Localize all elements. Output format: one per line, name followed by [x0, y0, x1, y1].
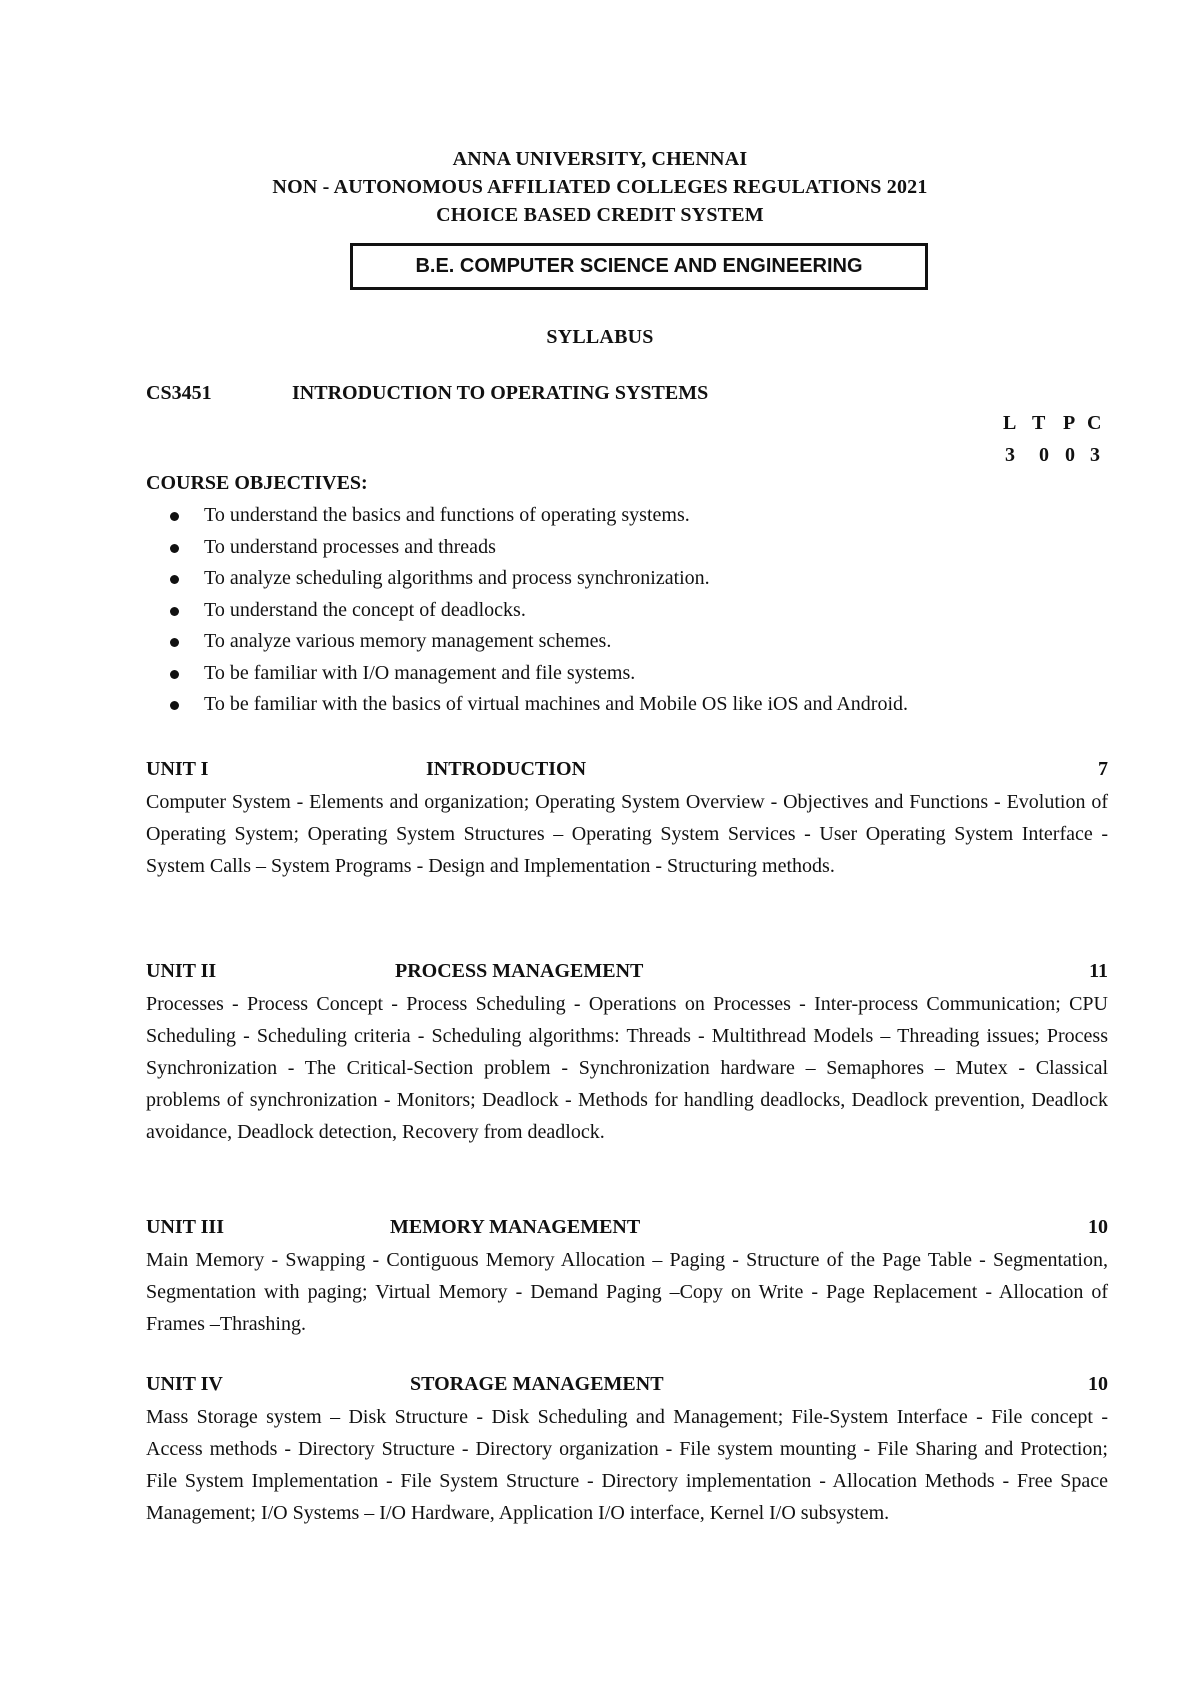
bullet-icon — [170, 638, 179, 647]
ltpc-label-p: P — [1063, 412, 1076, 434]
ltpc-value-c: 3 — [1090, 444, 1100, 466]
ltpc-value-p: 0 — [1065, 444, 1075, 466]
ltpc-value-t: 0 — [1039, 444, 1049, 466]
course-title: INTRODUCTION TO OPERATING SYSTEMS — [292, 382, 709, 404]
ltpc-label-l: L — [1003, 412, 1017, 434]
credit-system-title: CHOICE BASED CREDIT SYSTEM — [436, 204, 764, 226]
objectives-list — [148, 500, 1108, 721]
unit-number: UNIT IV — [146, 1373, 223, 1395]
unit-3-header — [146, 1216, 1108, 1244]
unit-hours: 7 — [1098, 758, 1108, 780]
unit-number: UNIT III — [146, 1216, 224, 1238]
unit-hours: 10 — [1088, 1216, 1108, 1238]
objective-item: To analyze scheduling algorithms and process synchronization. — [148, 563, 1108, 595]
unit-2-content: Processes - Process Concept - Process Scheduling - Operations on Processes - Inter-process Communication; CPU Scheduling - Scheduling criteria - Scheduling algorithms: Threads - Multithread Models – Threading issues; Process Synchronization - The Critical-Section problem - Synchronization hardware – Semaphores – Mutex - Classical problems of synchronization - Monitors; Deadlock - Methods for handling deadlocks, Deadlock prevention, Deadlock avoidance, Deadlock detection, Recovery from deadlock. — [146, 993, 1108, 1143]
bullet-icon — [170, 512, 179, 521]
unit-title: PROCESS MANAGEMENT — [395, 960, 644, 982]
unit-4-content: Mass Storage system – Disk Structure - Disk Scheduling and Management; File-System Interface - File concept - Access methods - Directory Structure - Directory organization - File system mounting - File Sharing and Protection; File System Implementation - File System Structure - Directory implementation - Allocation Methods - Free Space Management; I/O Systems – I/O Hardware, Application I/O interface, Kernel I/O subsystem. — [146, 1406, 1108, 1524]
unit-hours: 10 — [1088, 1373, 1108, 1395]
course-code: CS3451 — [146, 382, 212, 404]
university-name: ANNA UNIVERSITY, CHENNAI — [452, 148, 748, 170]
bullet-icon — [170, 670, 179, 679]
unit-1-content: Computer System - Elements and organization; Operating System Overview - Objectives and Functions - Evolution of Operating System; Operating System Structures – Operating System Services - User Operating System Interface - System Calls – System Programs - Design and Implementation - Structuring methods. — [146, 791, 1108, 877]
ltpc-value-l: 3 — [1005, 444, 1015, 466]
objective-item: To understand the concept of deadlocks. — [148, 595, 1108, 627]
unit-1-header — [146, 758, 1108, 786]
bullet-icon — [170, 701, 179, 710]
objective-item: To analyze various memory management schemes. — [148, 626, 1108, 658]
regulations-title: NON - AUTONOMOUS AFFILIATED COLLEGES REGULATIONS 2021 — [272, 176, 928, 198]
bullet-icon — [170, 607, 179, 616]
objective-item: To be familiar with I/O management and file systems. — [148, 658, 1108, 690]
objective-item: To be familiar with the basics of virtual machines and Mobile OS like iOS and Android. — [148, 689, 1108, 721]
unit-number: UNIT I — [146, 758, 209, 780]
unit-title: MEMORY MANAGEMENT — [390, 1216, 641, 1238]
unit-title: STORAGE MANAGEMENT — [410, 1373, 664, 1395]
unit-2-header — [146, 960, 1108, 988]
programme-box: B.E. COMPUTER SCIENCE AND ENGINEERING — [350, 243, 928, 290]
ltpc-label-t: T — [1032, 412, 1046, 434]
ltpc-label-c: C — [1087, 412, 1102, 434]
bullet-icon — [170, 575, 179, 584]
unit-4-header — [146, 1373, 1108, 1401]
syllabus-heading: SYLLABUS — [546, 326, 654, 348]
objectives-heading: COURSE OBJECTIVES: — [146, 472, 368, 494]
unit-hours: 11 — [1089, 960, 1108, 982]
unit-3-content: Main Memory - Swapping - Contiguous Memory Allocation – Paging - Structure of the Page Table - Segmentation, Segmentation with paging; Virtual Memory - Demand Paging –Copy on Write - Page Replacement - Allocation of Frames –Thrashing. — [146, 1249, 1108, 1335]
objective-item: To understand the basics and functions of operating systems. — [148, 500, 1108, 532]
objective-item: To understand processes and threads — [148, 532, 1108, 564]
unit-title: INTRODUCTION — [426, 758, 587, 780]
unit-number: UNIT II — [146, 960, 217, 982]
bullet-icon — [170, 544, 179, 553]
